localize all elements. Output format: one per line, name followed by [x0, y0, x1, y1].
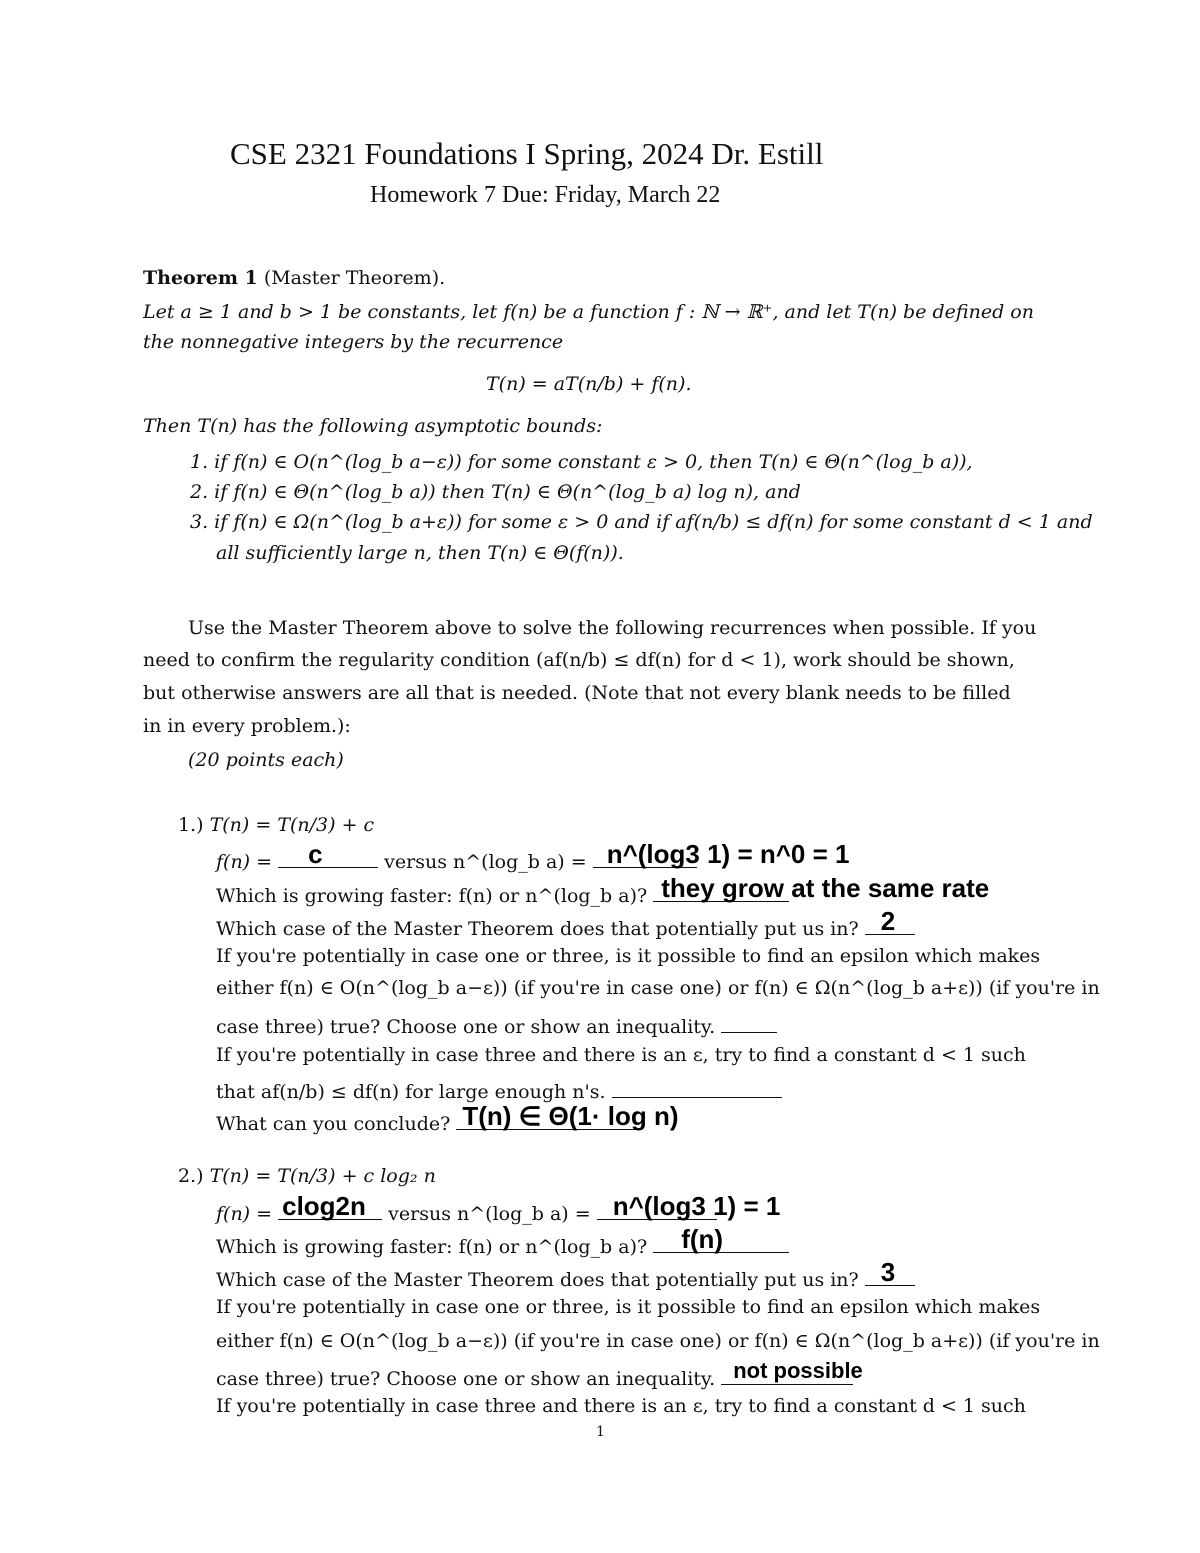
problem-2-label: 2.) — [178, 1165, 204, 1187]
theorem-case-2: 2. if f(n) ∈ Θ(n^(log_b a)) then T(n) ∈ Θ(n^(log_b a) log n), and — [190, 481, 801, 503]
problem-2-f-row — [216, 1191, 781, 1226]
problem-1-eps-row — [216, 1010, 777, 1039]
problem-1-eps-blank[interactable] — [721, 1010, 777, 1033]
problem-2-eps-answer: not possible — [733, 1358, 863, 1383]
problem-2-eps-blank[interactable] — [721, 1358, 863, 1385]
theorem-label: Theorem 1 — [143, 267, 258, 289]
instructions-line3: but otherwise answers are all that is needed. (Note that not every blank needs to be filled — [143, 682, 1011, 704]
problem-1-f-row — [216, 839, 850, 874]
problem-1-case-blank[interactable] — [865, 906, 915, 936]
page-number: 1 — [596, 1424, 605, 1440]
problem-2-faster-answer: f(n) — [681, 1224, 724, 1254]
problem-2-versus-label: versus n^(log_b a) = — [388, 1203, 591, 1225]
problem-2-case-answer: 3 — [880, 1257, 896, 1287]
problem-1-conclude-question: What can you conclude? — [216, 1113, 451, 1135]
problem-2-eps-line1: If you're potentially in case one or three, is it possible to find an epsilon which makes — [216, 1296, 1041, 1318]
problem-1-eps-line1: If you're potentially in case one or three, is it possible to find an epsilon which makes — [216, 945, 1041, 967]
problem-2-d-line1: If you're potentially in case three and there is an ε, try to find a constant d < 1 such — [216, 1395, 1026, 1417]
problem-1-label: 1.) — [178, 814, 204, 836]
problem-2-n-blank[interactable] — [597, 1191, 781, 1221]
problem-2-recurrence — [178, 1164, 436, 1188]
problem-1-f-label: f(n) = — [216, 851, 273, 873]
problem-2-faster-blank[interactable] — [653, 1224, 789, 1254]
theorem-recurrence: T(n) = aT(n/b) + f(n). — [486, 373, 692, 395]
problem-2-faster-question: Which is growing faster: f(n) or n^(log_b a)? — [216, 1236, 648, 1258]
problem-1-equation: T(n) = T(n/3) + c — [209, 814, 375, 836]
problem-1-conclude-blank[interactable] — [456, 1101, 679, 1131]
problem-1-n-answer: n^(log3 1) = n^0 = 1 — [606, 839, 850, 869]
problem-2-faster-row — [216, 1224, 789, 1259]
problem-1-case-row — [216, 906, 915, 941]
problem-1-case-question: Which case of the Master Theorem does that potentially put us in? — [216, 918, 859, 940]
instructions-line4: in in every problem.): — [143, 715, 351, 737]
problem-2-eps-row — [216, 1358, 863, 1391]
problem-2-f-answer: clog2n — [282, 1191, 366, 1221]
problem-1-f-blank[interactable] — [278, 839, 378, 869]
theorem-name: (Master Theorem). — [263, 267, 446, 289]
problem-1-faster-question: Which is growing faster: f(n) or n^(log_b a)? — [216, 885, 648, 907]
problem-2-case-blank[interactable] — [865, 1257, 915, 1287]
homework-subtitle: Homework 7 Due: Friday, March 22 — [370, 182, 721, 208]
theorem-case-3-line2: all sufficiently large n, then T(n) ∈ Θ(f(n)). — [216, 542, 624, 564]
problem-1-recurrence — [178, 813, 374, 837]
problem-1-d-question: that af(n/b) ≤ df(n) for large enough n's. — [216, 1081, 606, 1103]
problem-1-versus-label: versus n^(log_b a) = — [384, 851, 587, 873]
instructions-line2: need to confirm the regularity condition (af(n/b) ≤ df(n) for d < 1), work should be shown, — [143, 649, 1015, 671]
problem-2-case-row — [216, 1257, 915, 1292]
problem-1-faster-row — [216, 873, 990, 908]
problem-2-f-blank[interactable] — [278, 1191, 382, 1221]
problem-2-equation: T(n) = T(n/3) + c log₂ n — [209, 1165, 436, 1187]
problem-2-case-question: Which case of the Master Theorem does that potentially put us in? — [216, 1269, 859, 1291]
theorem-heading — [143, 266, 445, 290]
problem-1-eps-question: case three) true? Choose one or show an inequality. — [216, 1016, 716, 1038]
points-note: (20 points each) — [188, 749, 344, 771]
theorem-case-1: 1. if f(n) ∈ O(n^(log_b a−ε)) for some constant ε > 0, then T(n) ∈ Θ(n^(log_b a)), — [190, 451, 973, 473]
instructions-line1: Use the Master Theorem above to solve the following recurrences when possible. If you — [188, 617, 1037, 639]
problem-1-n-blank[interactable] — [593, 839, 850, 869]
problem-2-eps-line2: either f(n) ∈ O(n^(log_b a−ε)) (if you're in case one) or f(n) ∈ Ω(n^(log_b a+ε)) (if you're in — [216, 1330, 1100, 1352]
problem-1-d-blank[interactable] — [612, 1075, 782, 1098]
problem-1-conclude-answer: T(n) ∈ Θ(1· log n) — [462, 1101, 679, 1131]
problem-1-faster-blank[interactable] — [653, 873, 990, 903]
problem-1-faster-answer: they grow at the same rate — [661, 873, 990, 903]
problem-2-eps-question: case three) true? Choose one or show an inequality. — [216, 1368, 716, 1390]
problem-1-f-answer: c — [308, 839, 323, 869]
problem-1-case-answer: 2 — [880, 906, 896, 936]
problem-1-conclude-row — [216, 1101, 679, 1136]
theorem-then-line: Then T(n) has the following asymptotic bounds: — [143, 415, 603, 437]
problem-1-d-row — [216, 1075, 782, 1104]
problem-1-eps-line2: either f(n) ∈ O(n^(log_b a−ε)) (if you're in case one) or f(n) ∈ Ω(n^(log_b a+ε)) (if you're in — [216, 977, 1100, 999]
theorem-intro-line1: Let a ≥ 1 and b > 1 be constants, let f(n) be a function f : ℕ → ℝ⁺, and let T(n) be defined on — [143, 301, 1034, 323]
theorem-case-3-line1: 3. if f(n) ∈ Ω(n^(log_b a+ε)) for some ε > 0 and if af(n/b) ≤ df(n) for some constant d < 1 and — [190, 511, 1093, 533]
problem-2-n-answer: n^(log3 1) = 1 — [612, 1191, 781, 1221]
problem-1-d-line1: If you're potentially in case three and there is an ε, try to find a constant d < 1 such — [216, 1044, 1026, 1066]
course-title: CSE 2321 Foundations I Spring, 2024 Dr. Estill — [230, 136, 824, 171]
problem-2-f-label: f(n) = — [216, 1203, 273, 1225]
theorem-intro-line2: the nonnegative integers by the recurrence — [143, 331, 564, 353]
